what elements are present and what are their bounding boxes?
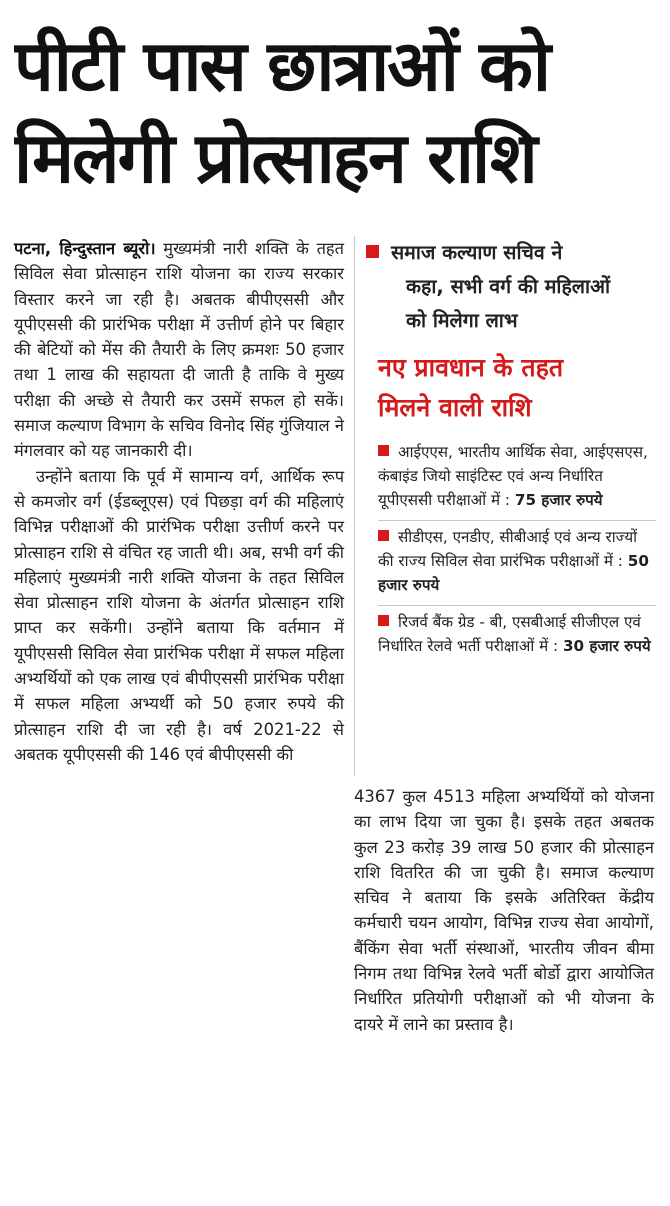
bullet-square-icon — [378, 530, 389, 541]
info-box-list — [366, 436, 656, 666]
list-item-text: सीडीएस, एनडीए, सीबीआई एवं अन्य राज्यों की राज्य सिविल सेवा प्रारंभिक परीक्षाओं में : — [378, 528, 638, 570]
bullet-square-icon — [378, 445, 389, 456]
list-item-amount: 50 हजार रुपये — [378, 552, 649, 594]
list-item — [378, 521, 656, 606]
article-left-column — [14, 236, 344, 767]
article-right-column — [354, 784, 654, 1037]
article-para-1 — [14, 236, 344, 464]
article-para-3: 4367 कुल 4513 महिला अभ्यर्थियों को योजना का लाभ दिया जा चुका है। इसके तहत अबतक कुल 23 करोड़ 39 लाख 50 हजार की प्रोत्साहन राशि वितरित की जा चुकी है। समाज कल्याण सचिव ने बताया कि इसके अतिरिक्त केंद्रीय कर्मचारी चयन आयोग, विभिन्न राज्य सेवा आयोगों, बैंकिंग सेवा भर्ती संस्थाओं, भारतीय जीवन बीमा निगम तथा विभिन्न रेलवे भर्ती बोर्डो द्वारा आयोजित निर्धारित प्रतियोगी परीक्षाओं को भी योजना के दायरे में लाने का प्रस्ताव है। — [354, 787, 654, 1034]
summary-line-2: कहा, सभी वर्ग की महिलाओं — [406, 275, 610, 298]
info-box-title — [378, 348, 656, 428]
summary-highlight — [366, 236, 656, 338]
bullet-square-icon — [378, 615, 389, 626]
list-item-text: रिजर्व बैंक ग्रेड - बी, एसबीआई सीजीएल एवं निर्धारित रेलवे भर्ती परीक्षाओं में : — [378, 613, 641, 655]
summary-line-3: को मिलेगा लाभ — [406, 309, 518, 332]
info-box-title-line-2: मिलने वाली राशि — [378, 393, 532, 422]
sidebar — [366, 236, 656, 666]
list-item — [378, 436, 656, 521]
article-para-2: उन्होंने बताया कि पूर्व में सामान्य वर्ग, आर्थिक रूप से कमजोर वर्ग (ईडब्लूएस) एवं पिछड़ा वर्ग की महिलाएं विभिन्न परीक्षाओं की प्रारंभिक परीक्षा उत्तीर्ण करने पर प्रोत्साहन राशि से वंचित रह जाती थी। अब, सभी वर्ग की महिलाएं मुख्यमंत्री नारी शक्ति योजना के तहत सिविल सेवा प्रोत्साहन राशि योजना के अंतर्गत प्रोत्साहन राशि प्राप्त कर सकेंगी। उन्होंने बताया कि वर्तमान में यूपीएससी सिविल सेवा प्रारंभिक परीक्षा में सफल महिला अभ्यर्थियों को एक लाख एवं बीपीएससी प्रारंभिक परीक्षा में सफल महिला अभ्यर्थी को 50 हजार रुपये की प्रोत्साहन राशि दी जा रही है। वर्ष 2021-22 से अबतक यूपीएससी की 146 एवं बीपीएससी की — [14, 466, 344, 764]
list-item-amount: 75 हजार रुपये — [514, 491, 603, 509]
column-divider — [354, 236, 355, 776]
headline-line-1: पीटी पास छात्राओं को — [14, 25, 550, 107]
list-item — [378, 606, 656, 666]
summary-line-1: समाज कल्याण सचिव ने — [391, 241, 563, 264]
list-item-amount: 30 हजार रुपये — [562, 637, 651, 655]
headline-line-2: मिलेगी प्रोत्साहन राशि — [14, 117, 536, 199]
article-para-1-text: मुख्यमंत्री नारी शक्ति के तहत सिविल सेवा प्रोत्साहन राशि योजना का राज्य सरकार विस्तार करने जा रही है। अबतक बीपीएससी और यूपीएससी की प्रारंभिक परीक्षा में उत्तीर्ण होने पर बिहार की बेटियों को मेंस की तैयारी के लिए क्रमशः 50 हजार तथा 1 लाख की सहायता दी जाती है ताकि वे मुख्य परीक्षा की अच्छे से तैयारी कर उसमें सफल हो सकें। समाज कल्याण विभाग के सचिव विनोद सिंह गुंजियाल ने मंगलवार को यह जानकारी दी। — [14, 239, 344, 461]
info-box-title-line-1: नए प्रावधान के तहत — [378, 353, 564, 382]
list-item-text: आईएएस, भारतीय आर्थिक सेवा, आईएसएस, कंबाइंड जियो साइंटिस्ट एवं अन्य निर्धारित यूपीएससी परीक्षाओं में : — [378, 443, 648, 509]
dateline: पटना, हिन्दुस्तान ब्यूरो। — [14, 239, 156, 258]
bullet-square-icon — [366, 245, 379, 258]
headline — [14, 20, 654, 204]
